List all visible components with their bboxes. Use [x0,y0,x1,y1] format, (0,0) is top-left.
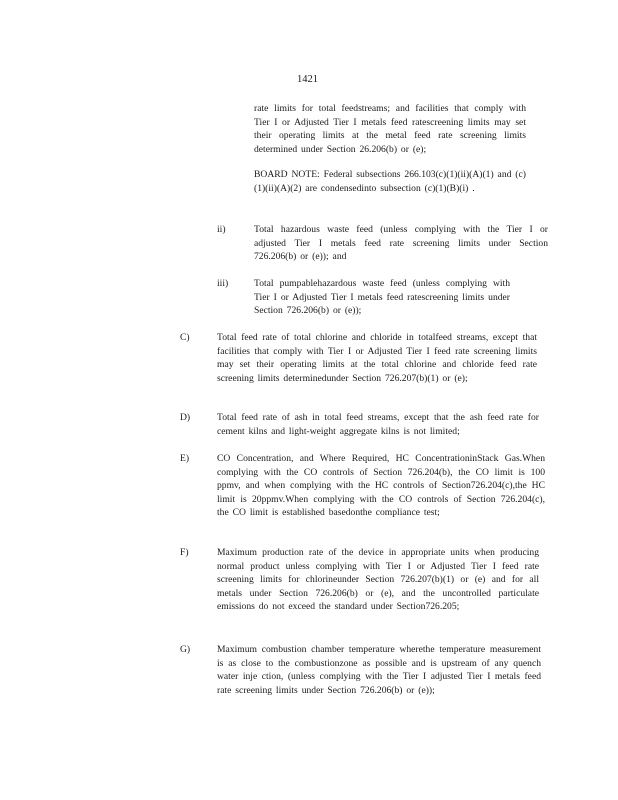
page-number: 1421 [297,74,318,85]
item-label-d: D) [180,412,191,423]
item-label-iii: iii) [217,278,229,289]
board-note: BOARD NOTE: Federal subsections 266.103(c)(1)(ii)(A)(1) and (c)(1)(ii)(A)(2) are condensedinto subsection (c)(1)(B)(i) . [254,169,526,194]
continuation-paragraph: rate limits for total feedstreams; and facilities that comply with Tier I or Adjusted Tier I metals feed ratescreening limits may set their operating limits at the metal feed rate screening limits determined under Section 26.206(b) or (e); [254,103,526,155]
item-text-g: Maximum combustion chamber temperature wherethe temperature measurement is as close to the combustionzone as possible and is upstream of any quench water inje ction, (unless complying with the Tier I adjusted Tier I metals feed rate screening limits under Section 726.206(b) or (e)); [217,644,541,696]
item-text-f: Maximum production rate of the device in appropriate units when producing normal product unless complying with Tier I or Adjusted Tier I feed rate screening limits for chlorineunder Section 726.207(b)(1) or (e) and for all metals under Section 726.206(b) or (e), and the uncontrolled particulate emissions do not exceed the standard under Section726.205; [217,547,539,613]
item-text-iii: Total pumpablehazardous waste feed (unless complying with Tier I or Adjusted Tier I metals feed ratescreening limits under Section 726.206(b) or (e)); [254,278,510,317]
item-label-c: C) [180,332,190,343]
item-text-d: Total feed rate of ash in total feed streams, except that the ash feed rate for cement kilns and light-weight aggregate kilns is not limited; [217,412,539,437]
item-text-e: CO Concentration, and Where Required, HC ConcentrationinStack Gas.When complying with the CO controls of Section 726.204(b), the CO limit is 100 ppmv, and when complying with the HC controls of Section726.204(c),the HC limit is 20ppmv.When complying with the CO controls of Section 726.204(c), the CO limit is established basedonthe compliance test; [217,453,545,519]
item-label-e: E) [180,453,190,464]
item-text-ii: Total hazardous waste feed (unless complying with the Tier I or adjusted Tier I metals feed rate screening limits under Section 726.206(b) or (e)); and [254,224,548,263]
item-label-ii: ii) [217,224,226,235]
item-text-c: Total feed rate of total chlorine and chloride in totalfeed streams, except that facilities that comply with Tier I or Adjusted Tier I feed rate screening limits may set their operating limits at the total chlorine and chloride feed rate screening limits determinedunder Section 726.207(b)(1) or (e); [217,332,537,384]
item-label-f: F) [180,547,189,558]
item-label-g: G) [180,644,191,655]
